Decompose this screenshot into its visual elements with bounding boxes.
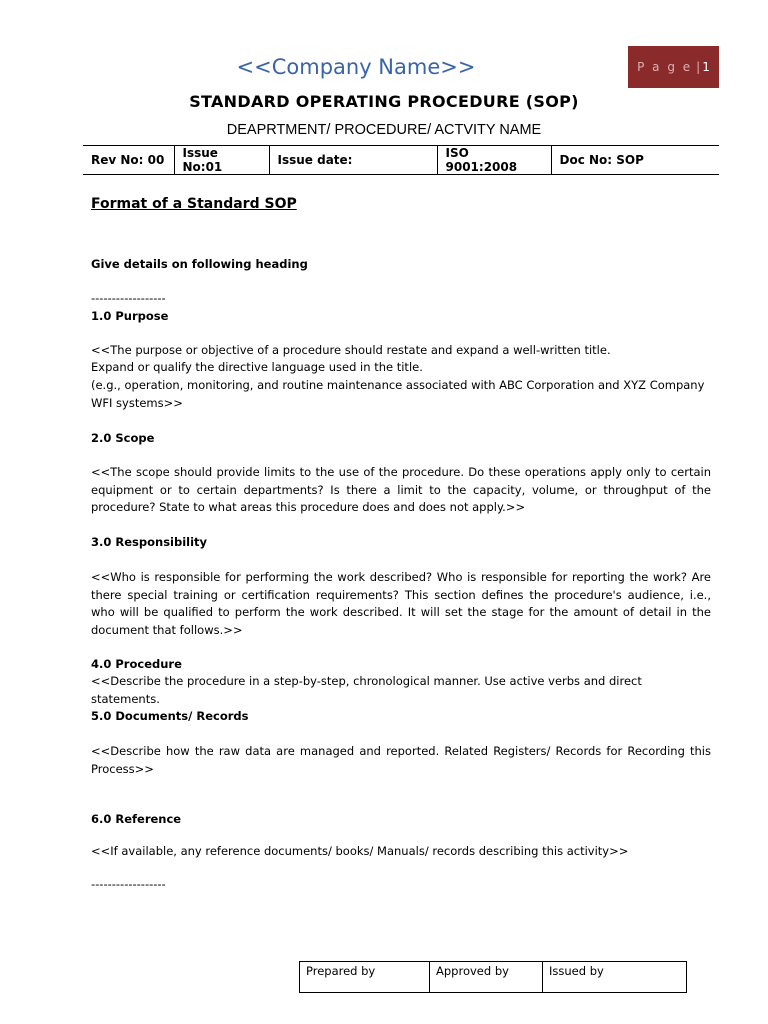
purpose-line-2: Expand or qualify the directive language used in the title. xyxy=(91,360,423,374)
signoff-table xyxy=(299,961,687,993)
page-number-badge xyxy=(628,46,719,88)
page-label: P a g e xyxy=(637,60,693,74)
page-number: 1 xyxy=(702,60,710,74)
responsibility-text: <<Who is responsible for performing the work described? Who is responsible for reporting the work? Are there special training or certification requirements? This section defines the procedure's audience, i.e., who will be qualified to perform the work described. It will set the stage for the amount of detail in the document that follows.>> xyxy=(91,570,711,637)
prepared-by-cell: Prepared by xyxy=(300,962,430,993)
procedure-text: <<Describe the procedure in a step-by-step, chronological manner. Use active verbs and direct statements. xyxy=(91,674,642,706)
document-meta-table xyxy=(83,145,719,175)
approved-by-cell: Approved by xyxy=(430,962,543,993)
procedure-title: 4.0 Procedure xyxy=(91,657,182,671)
purpose-title: 1.0 Purpose xyxy=(91,309,169,323)
intro-text: Give details on following heading xyxy=(91,257,308,271)
reference-title: 6.0 Reference xyxy=(91,812,182,826)
doc-no-cell: Doc No: SOP xyxy=(551,146,719,175)
end-separator-line: ------------------ xyxy=(91,877,166,891)
issue-date-cell: Issue date: xyxy=(269,146,437,175)
documents-title: 5.0 Documents/ Records xyxy=(91,709,249,723)
department-title: DEAPRTMENT/ PROCEDURE/ ACTVITY NAME xyxy=(226,122,542,138)
company-name: <<Company Name>> xyxy=(236,55,476,79)
page-separator: | xyxy=(696,60,701,74)
separator-line: ------------------ xyxy=(91,291,166,305)
reference-text: <<If available, any reference documents/ books/ Manuals/ records describing this activity>> xyxy=(91,844,629,858)
format-heading: Format of a Standard SOP xyxy=(91,196,297,212)
rev-no-cell: Rev No: 00 xyxy=(83,146,174,175)
documents-text: <<Describe how the raw data are managed and reported. Related Registers/ Records for Recording this Process>> xyxy=(91,744,711,776)
issued-by-cell: Issued by xyxy=(543,962,687,993)
purpose-line-1: <<The purpose or objective of a procedure should restate and expand a well-written title. xyxy=(91,343,611,357)
purpose-line-3: (e.g., operation, monitoring, and routine maintenance associated with ABC Corporation and XYZ Company WFI systems>> xyxy=(91,378,705,410)
scope-title: 2.0 Scope xyxy=(91,431,155,445)
issue-no-cell: Issue No:01 xyxy=(174,146,269,175)
responsibility-title: 3.0 Responsibility xyxy=(91,535,208,549)
sop-title: STANDARD OPERATING PROCEDURE (SOP) xyxy=(189,92,579,111)
scope-text: <<The scope should provide limits to the use of the procedure. Do these operations apply only to certain equipment or to certain departments? Is there a limit to the capacity, volume, or throughput of the procedure? State to what areas this procedure does and does not apply.>> xyxy=(91,465,711,514)
iso-cell: ISO 9001:2008 xyxy=(437,146,551,175)
